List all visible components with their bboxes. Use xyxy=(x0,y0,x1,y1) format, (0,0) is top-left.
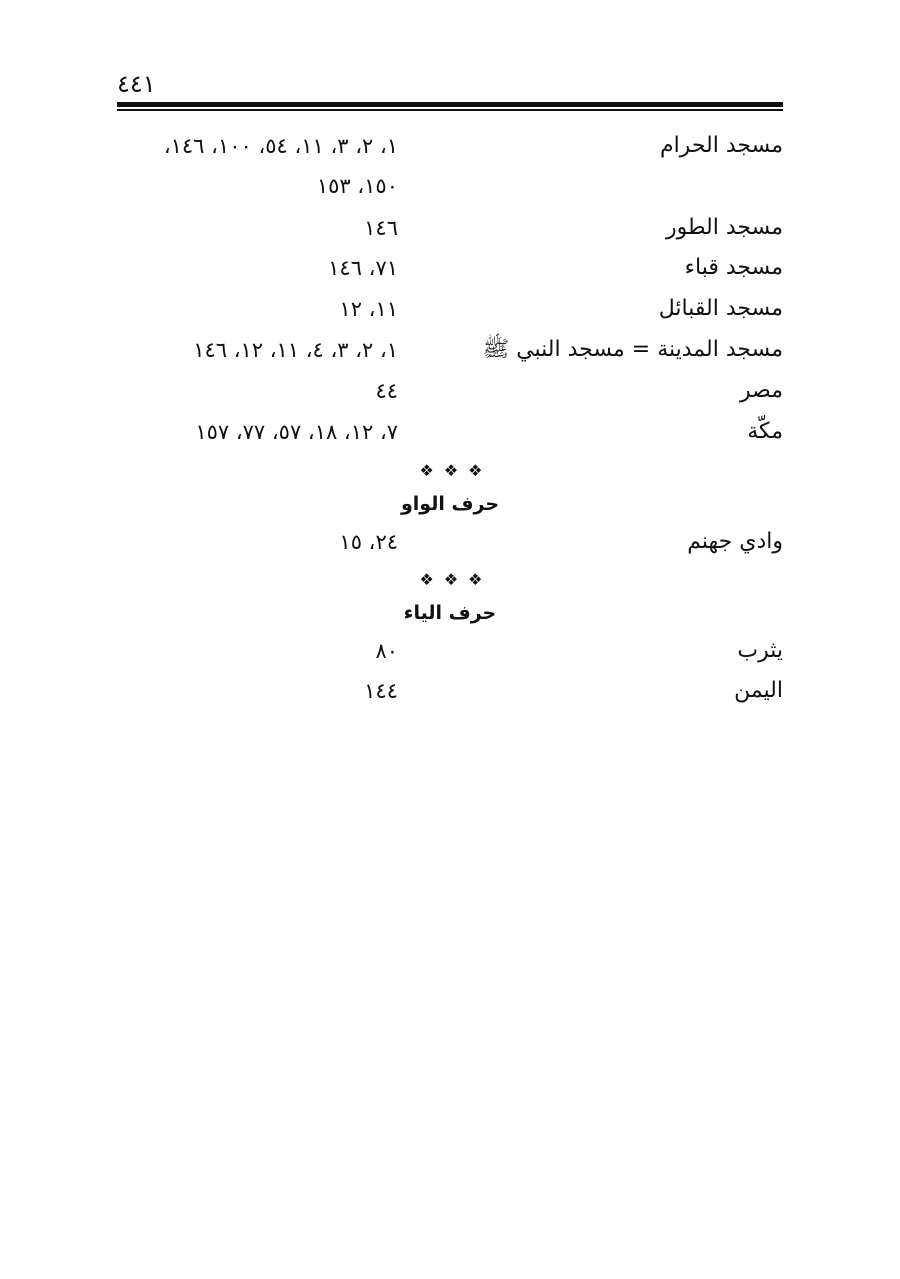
entry-pages: ٧، ١٢، ١٨، ٥٧، ٧٧، ١٥٧ xyxy=(195,420,398,444)
index-entry xyxy=(117,524,783,560)
entry-pages: ٧١، ١٤٦ xyxy=(328,256,398,280)
entry-pages: ٢٤، ١٥ xyxy=(339,530,398,554)
entry-pages: ١٤٤ xyxy=(364,679,398,703)
header-rule-thin xyxy=(117,109,783,111)
entry-name: وادي جهنم xyxy=(687,529,783,554)
entry-name: مسجد الطور xyxy=(665,215,783,240)
section-separator: ❖❖❖ xyxy=(419,461,493,480)
index-entry xyxy=(117,291,783,327)
entry-name: مكّة xyxy=(747,419,783,444)
entry-pages: ١٤٦ xyxy=(364,216,398,240)
entry-pages: ١١، ١٢ xyxy=(339,297,398,321)
entry-name: مسجد المدينة = مسجد النبي ﷺ xyxy=(482,337,783,362)
entry-pages: ١٥٠، ١٥٣ xyxy=(316,174,398,198)
entry-pages: ١، ٢، ٣، ٤، ١١، ١٢، ١٤٦ xyxy=(193,338,398,362)
page-number: ٤٤١ xyxy=(117,70,156,98)
index-entry xyxy=(117,633,783,669)
entry-name: مسجد الحرام xyxy=(659,133,783,158)
index-entry xyxy=(117,373,783,409)
index-entry xyxy=(117,414,783,450)
entry-name: اليمن xyxy=(734,678,783,703)
section-heading-waw: حرف الواو xyxy=(400,493,500,515)
index-entry xyxy=(117,128,783,164)
entry-pages: ١، ٢، ٣، ١١، ٥٤، ١٠٠، ١٤٦، xyxy=(163,134,398,158)
entry-pages: ٤٤ xyxy=(375,379,398,403)
entry-name: مسجد القبائل xyxy=(658,296,783,321)
section-separator: ❖❖❖ xyxy=(419,570,493,589)
index-entry xyxy=(117,210,783,246)
entry-pages: ٨٠ xyxy=(375,639,398,663)
header-rule-thick xyxy=(117,102,783,107)
index-entry xyxy=(117,250,783,286)
index-entry xyxy=(117,673,783,709)
index-entry xyxy=(117,168,783,204)
section-heading-ya: حرف الياء xyxy=(403,602,497,624)
index-entry xyxy=(117,332,783,368)
entry-name: مصر xyxy=(739,378,783,403)
entry-name: مسجد قباء xyxy=(684,255,783,280)
entry-name: يثرب xyxy=(737,638,783,663)
